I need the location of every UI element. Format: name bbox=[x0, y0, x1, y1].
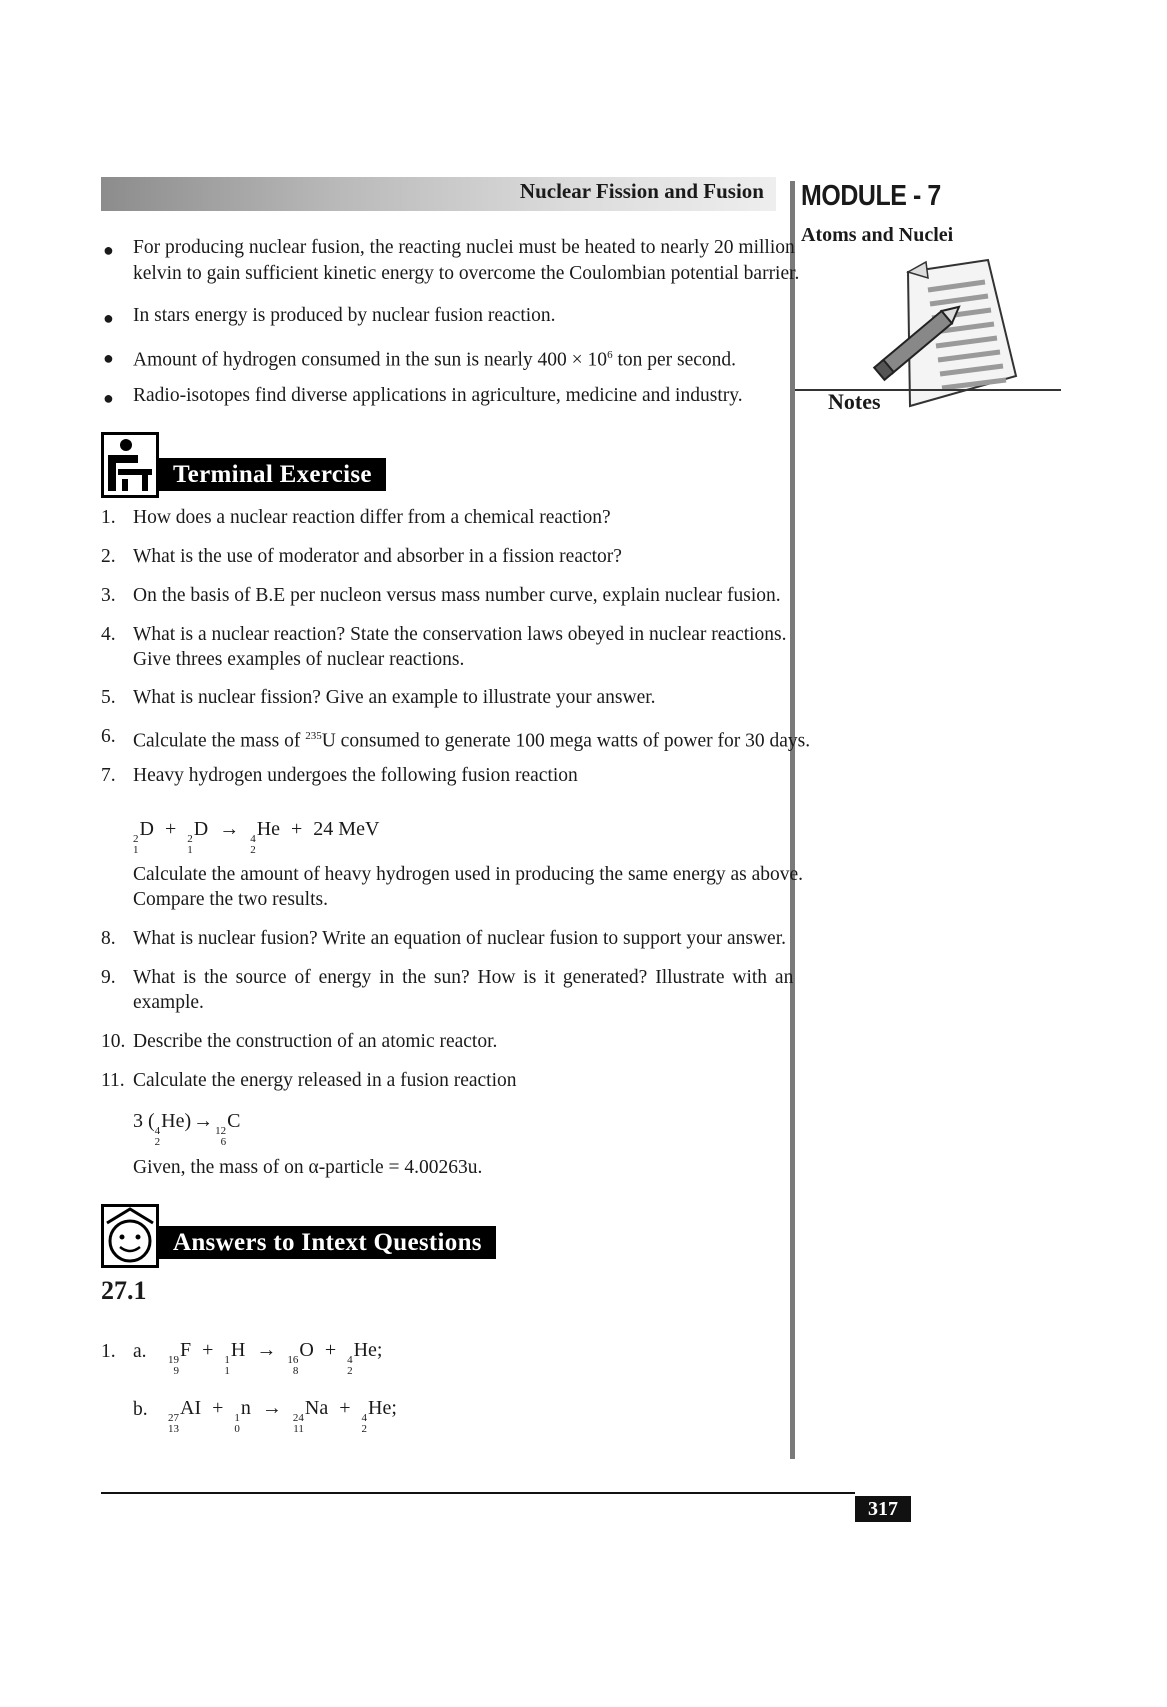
question-number: 3. bbox=[101, 585, 116, 606]
nuclide-helium: 4 2 He; bbox=[361, 1397, 397, 1435]
bullet-marker: ● bbox=[103, 348, 114, 368]
nuclide-hydrogen: 1 1 H bbox=[224, 1339, 246, 1377]
question-text: Calculate the energy released in a fusion reaction bbox=[133, 1070, 517, 1091]
question-text: Compare the two results. bbox=[133, 889, 328, 910]
question-text: What is nuclear fission? Give an example to illustrate your answer. bbox=[133, 687, 656, 708]
nuclide-deuterium: 2 1 D bbox=[187, 818, 209, 856]
bullet-text: Radio-isotopes find diverse applications in agriculture, medicine and industry. bbox=[133, 385, 743, 406]
nuclide-neutron: 1 0 n bbox=[234, 1397, 251, 1435]
bullet-text: kelvin to gain sufficient kinetic energy to overcome the Coulombian potential barrier. bbox=[133, 263, 800, 284]
bullet-marker: ● bbox=[103, 388, 114, 408]
answers-heading: Answers to Intext Questions bbox=[159, 1226, 496, 1259]
given-text: Given, the mass of on α-particle = 4.00263u. bbox=[133, 1157, 483, 1178]
bullet-marker: ● bbox=[103, 240, 114, 260]
terminal-exercise-icon bbox=[101, 432, 159, 498]
answer-equation-a: 19 9 F + 1 1 H → 16 8 O + 4 2 He; bbox=[168, 1339, 383, 1377]
fusion-equation-q7: 2 1 D + 2 1 D → 4 2 He + 24 MeV bbox=[133, 818, 380, 856]
answer-number: 1. bbox=[101, 1341, 116, 1362]
question-text: What is nuclear fusion? Write an equation of nuclear fusion to support your answer. bbox=[133, 928, 787, 949]
nuclide-fluorine: 19 9 F bbox=[168, 1339, 192, 1377]
question-number: 10. bbox=[101, 1031, 126, 1052]
notes-label: Notes bbox=[828, 389, 881, 414]
bullet-marker: ● bbox=[103, 308, 114, 328]
nuclide-helium: 4 2 He; bbox=[347, 1339, 383, 1377]
answer-section-number: 27.1 bbox=[101, 1276, 147, 1305]
margin-divider bbox=[790, 181, 795, 1459]
question-number: 11. bbox=[101, 1070, 125, 1091]
question-text: On the basis of B.E per nucleon versus mass number curve, explain nuclear fusion. bbox=[133, 585, 781, 606]
bullet-text: Amount of hydrogen consumed in the sun is nearly $400 \times 10^6$ ton per second. bbox=[133, 349, 737, 371]
question-number: 6. bbox=[101, 726, 116, 747]
answer-label-a: a. bbox=[133, 1341, 147, 1362]
answers-smiley-icon bbox=[101, 1204, 159, 1268]
nuclide-helium: 4 2 He bbox=[250, 818, 281, 856]
question-text: example. bbox=[133, 992, 204, 1013]
question-text: Heavy hydrogen undergoes the following fusion reaction bbox=[133, 765, 578, 786]
module-title: MODULE - 7 bbox=[801, 180, 941, 212]
question-number: 7. bbox=[101, 765, 116, 786]
question-text: What is a nuclear reaction? State the conservation laws obeyed in nuclear reactions. bbox=[133, 624, 787, 645]
question-text: What is the use of moderator and absorber in a fission reactor? bbox=[133, 546, 622, 567]
nuclide-sodium: 24 11 Na bbox=[292, 1397, 329, 1435]
question-number: 1. bbox=[101, 507, 116, 528]
question-text: How does a nuclear reaction differ from a chemical reaction? bbox=[133, 507, 611, 528]
question-text: Calculate the amount of heavy hydrogen used in producing the same energy as above. bbox=[133, 864, 804, 885]
module-subtitle: Atoms and Nuclei bbox=[801, 224, 954, 246]
bullet-text: For producing nuclear fusion, the reacting nuclei must be heated to nearly 20 million bbox=[133, 237, 795, 258]
question-number: 2. bbox=[101, 546, 116, 567]
question-text: Calculate the mass of $^{235}$U consumed to generate 100 mega watts of power for 30 days. bbox=[133, 730, 811, 752]
fusion-equation-q11: 3 ( 4 2 He) → 12 6 C bbox=[133, 1110, 241, 1148]
question-text: Describe the construction of an atomic reactor. bbox=[133, 1031, 498, 1052]
question-text: Give threes examples of nuclear reactions. bbox=[133, 649, 465, 670]
terminal-exercise-heading: Terminal Exercise bbox=[159, 458, 386, 491]
chapter-header-bar bbox=[101, 177, 776, 211]
notes-pencil-icon bbox=[870, 258, 1020, 408]
bullet-text: In stars energy is produced by nuclear fusion reaction. bbox=[133, 305, 556, 326]
nuclide-helium: 4 2 He bbox=[154, 1110, 185, 1148]
chapter-title: Nuclear Fission and Fusion bbox=[519, 179, 764, 203]
nuclide-aluminium: 27 13 AI bbox=[168, 1397, 202, 1435]
question-number: 8. bbox=[101, 928, 116, 949]
page-number: 317 bbox=[855, 1496, 911, 1522]
question-number: 4. bbox=[101, 624, 116, 645]
question-text: What is the source of energy in the sun? How is it generated? Illustrate with an bbox=[133, 967, 794, 988]
nuclide-carbon: 12 6 C bbox=[215, 1110, 241, 1148]
question-number: 9. bbox=[101, 967, 116, 988]
footer-rule bbox=[101, 1492, 855, 1494]
nuclide-deuterium: 2 1 D bbox=[133, 818, 154, 856]
question-number: 5. bbox=[101, 687, 116, 708]
answer-label-b: b. bbox=[133, 1399, 148, 1420]
nuclide-oxygen: 16 8 O bbox=[287, 1339, 314, 1377]
answer-equation-b: 27 13 AI + 1 0 n → 24 11 Na + 4 2 He; bbox=[168, 1397, 397, 1435]
